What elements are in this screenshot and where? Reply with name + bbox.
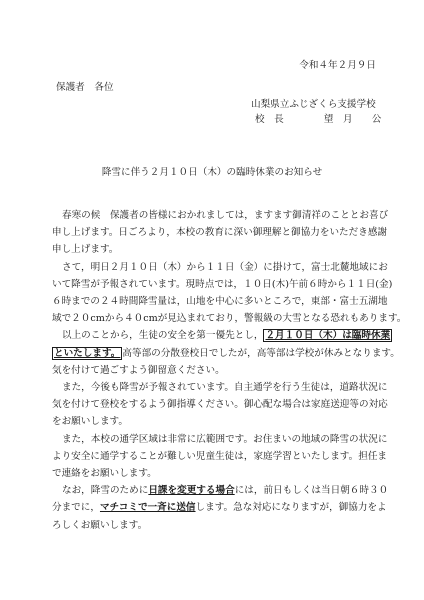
school-name: 山梨県立ふじざくら支援学校: [251, 99, 376, 110]
paragraph-line: をお願いします。: [52, 416, 128, 428]
principal-title: 校 長: [255, 114, 284, 125]
paragraph-line: さて，明日２月１０日（木）から１１日（金）に掛けて，富士北麓地域にお: [62, 261, 388, 273]
paragraph-line: また，今後も降雪が予報されています。自主通学を行う生徒は，道路状況に: [62, 382, 388, 394]
paragraph-line: また，本校の通学区域は非常に広範囲です。お住まいの地域の降雪の状況に: [62, 433, 388, 445]
issue-date: 令和４年２月９日: [299, 60, 376, 71]
paragraph-line: ろしくお願いします。: [52, 519, 148, 531]
closure-highlight-cont: といたします。: [54, 347, 121, 359]
text-span: には，前日もしくは当日朝６時３０: [234, 485, 389, 497]
text-span: 分までに，: [52, 502, 100, 514]
paragraph-line: 申し上げます。日ごろより，本校の教育に深い御理解と御協力をいただき感謝: [52, 227, 388, 239]
text-span: します。急な対応になりますが，御協力をよ: [195, 502, 387, 514]
text-span: 高等部の分散登校日でしたが，高等部は学校が休みとなります。: [122, 347, 400, 359]
paragraph-line: で連絡をお願いします。: [52, 468, 157, 480]
notice-title: 降雪に伴う２月１０日（木）の臨時休業のお知らせ: [101, 167, 323, 178]
paragraph-line: 域で２０cmから４０cmが見込まれており，警報級の大雪となる恐れもあります。: [52, 313, 407, 325]
paragraph-line: 気を付けて登校をするよう御指導ください。御心配な場合は家庭送迎等の対応: [52, 399, 388, 411]
schedule-change-emphasis: 日課を変更する場合: [148, 485, 235, 497]
body-text: [52, 207, 407, 534]
paragraph-line: [52, 499, 387, 516]
paragraph-line: [52, 482, 389, 499]
principal-line: [255, 114, 381, 126]
text-span: なお，降雪のために: [62, 485, 149, 497]
text-span: 以上のことから，生徒の安全を第一優先とし，: [62, 330, 264, 342]
principal-name: 望 月 公: [323, 114, 382, 125]
closure-highlight: ２月１０日（木）は臨時休業: [265, 330, 391, 342]
paragraph-line: [52, 345, 400, 362]
paragraph-line: 申し上げます。: [52, 244, 119, 256]
paragraph-line: 気を付けて過ごすよう御留意ください。: [52, 364, 225, 376]
machicomi-emphasis: マチコミで一斉に送信: [99, 502, 196, 514]
recipient: 保護者 各位: [56, 82, 114, 93]
paragraph-line: ６時までの２４時間降雪量は，山地を中心に多いところで，東部・富士五湖地: [52, 296, 388, 308]
paragraph-line: より安全に通学することが難しい児童生徒は，家庭学習といたします。担任ま: [52, 450, 388, 462]
paragraph-line: [52, 327, 391, 344]
paragraph-line: いて降雪が予報されています。現時点では，１０日(木)午前６時から１１日(金): [52, 278, 393, 290]
paragraph-line: 春寒の候 保護者の皆様におかれましては，ますます御清祥のこととお喜び: [62, 210, 389, 221]
